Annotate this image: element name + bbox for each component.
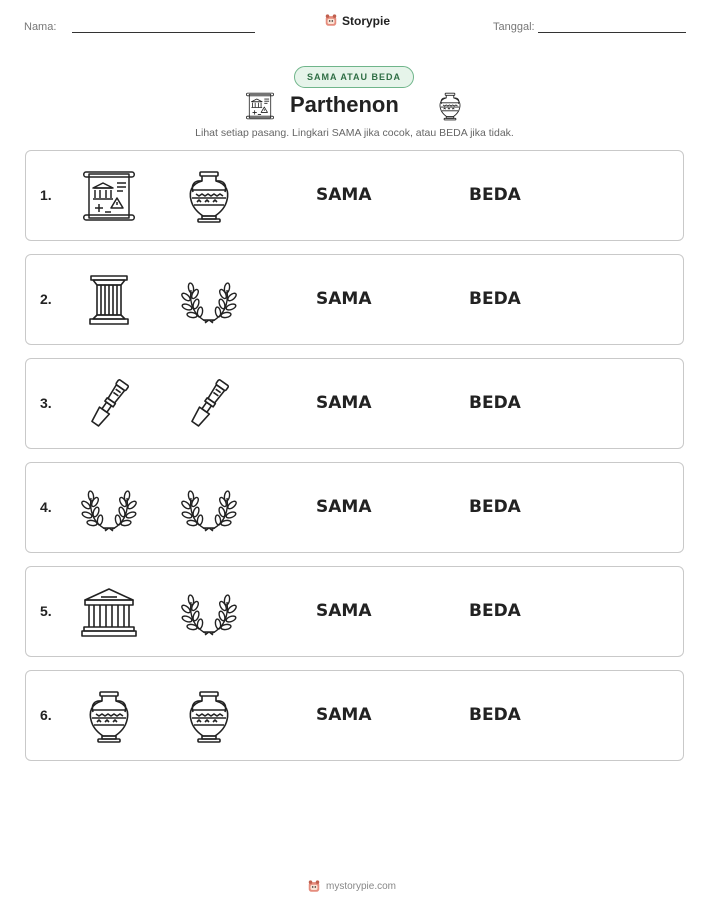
brand-name: Storypie (342, 13, 391, 28)
same-option[interactable]: SAMA (316, 601, 372, 621)
question-row-6 (25, 670, 684, 761)
different-option[interactable]: BEDA (469, 289, 521, 309)
question-row-1 (25, 150, 684, 241)
temple-icon (81, 584, 137, 640)
question-number: 1. (40, 187, 52, 203)
amphora-icon (181, 688, 237, 744)
page-title: Parthenon (290, 92, 399, 117)
storypie-mascot-icon (324, 13, 338, 28)
same-option[interactable]: SAMA (316, 185, 372, 205)
name-label: Nama: (24, 21, 57, 33)
laurel-wreath-icon (181, 480, 237, 536)
same-option[interactable]: SAMA (316, 393, 372, 413)
column-icon (81, 272, 137, 328)
question-number: 2. (40, 291, 52, 307)
same-option[interactable]: SAMA (316, 497, 372, 517)
laurel-wreath-icon (181, 584, 237, 640)
amphora-icon (81, 688, 137, 744)
question-number: 6. (40, 707, 52, 723)
different-option[interactable]: BEDA (469, 601, 521, 621)
question-row-2 (25, 254, 684, 345)
laurel-wreath-icon (81, 480, 137, 536)
activity-badge: SAMA ATAU BEDA (294, 66, 414, 88)
worksheet-header (0, 0, 709, 50)
different-option[interactable]: BEDA (469, 185, 521, 205)
scroll-blueprint-icon (245, 91, 275, 121)
footer-site[interactable]: mystorypie.com (326, 881, 397, 892)
different-option[interactable]: BEDA (469, 705, 521, 725)
question-row-4 (25, 462, 684, 553)
instructions: Lihat setiap pasang. Lingkari SAMA jika cocok, atau BEDA jika tidak. (195, 127, 514, 139)
name-field-line[interactable] (72, 32, 255, 33)
question-row-3 (25, 358, 684, 449)
question-row-5 (25, 566, 684, 657)
date-label: Tanggal: (493, 21, 535, 33)
title-row (0, 90, 709, 124)
question-number: 3. (40, 395, 52, 411)
scroll-blueprint-icon (81, 168, 137, 224)
brand-logo (324, 13, 390, 28)
question-number: 4. (40, 499, 52, 515)
chisel-icon (181, 376, 237, 432)
date-field-line[interactable] (538, 32, 686, 33)
same-option[interactable]: SAMA (316, 705, 372, 725)
different-option[interactable]: BEDA (469, 497, 521, 517)
chisel-icon (81, 376, 137, 432)
amphora-icon (435, 91, 465, 121)
footer (307, 879, 396, 894)
question-number: 5. (40, 603, 52, 619)
same-option[interactable]: SAMA (316, 289, 372, 309)
different-option[interactable]: BEDA (469, 393, 521, 413)
storypie-mascot-icon (307, 879, 321, 894)
amphora-icon (181, 168, 237, 224)
laurel-wreath-icon (181, 272, 237, 328)
